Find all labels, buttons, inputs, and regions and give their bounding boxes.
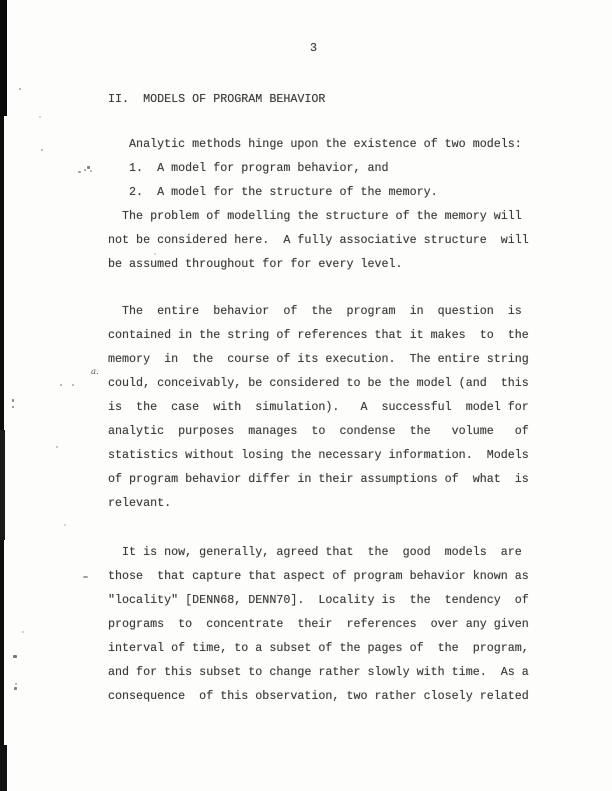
toner-speck xyxy=(56,446,58,448)
text-line: contained in the string of references that it makes to the xyxy=(108,328,529,342)
toner-speck xyxy=(41,149,43,151)
toner-speck xyxy=(12,406,14,408)
text-line: interval of time, to a subset of the pages of the program, xyxy=(108,641,529,655)
scan-edge-bar xyxy=(0,0,4,791)
text-line: not be considered here. A fully associative structure will xyxy=(108,233,529,247)
scan-edge-bar-top xyxy=(0,0,7,116)
toner-speck xyxy=(39,116,41,118)
text-line: could, conceivably, be considered to be the model (and this xyxy=(108,376,529,390)
text-line: The problem of modelling the structure of the memory will xyxy=(108,209,522,223)
text-line: is the case with simulation). A successful model for xyxy=(108,400,529,414)
text-line: 1. A model for program behavior, and xyxy=(108,161,389,175)
text-line: It is now, generally, agreed that the good models are xyxy=(108,545,522,559)
text-line: statistics without losing the necessary information. Models xyxy=(108,448,529,462)
text-line: programs to concentrate their references over any given xyxy=(108,617,529,631)
toner-speck xyxy=(83,576,88,578)
text-line: "locality" [DENN68, DENN70]. Locality is the tendency of xyxy=(108,593,529,607)
toner-speck xyxy=(154,253,156,255)
toner-speck xyxy=(19,88,21,90)
margin-squiggle-mark xyxy=(77,165,93,176)
text-line: consequence of this observation, two rather closely related xyxy=(108,689,529,703)
toner-speck xyxy=(64,524,66,526)
text-line: relevant. xyxy=(108,496,172,510)
toner-speck xyxy=(14,687,17,690)
text-line: those that capture that aspect of program behavior known as xyxy=(108,569,529,583)
toner-speck xyxy=(12,399,14,402)
paragraph-block xyxy=(108,132,529,276)
paragraph-block xyxy=(108,540,529,708)
text-line: and for this subset to change rather slowly with time. As a xyxy=(108,665,529,679)
toner-speck xyxy=(22,631,24,633)
toner-speck xyxy=(15,683,17,685)
text-line: The entire behavior of the program in question is xyxy=(108,304,522,318)
handwritten-annotation: a. xyxy=(91,367,99,377)
toner-speck xyxy=(13,655,17,658)
scan-edge-bar-middle xyxy=(0,430,5,540)
paragraph-block xyxy=(108,299,529,515)
text-line: 2. A model for the structure of the memory. xyxy=(108,185,438,199)
scan-edge-bar-bottom xyxy=(0,745,7,791)
toner-speck xyxy=(72,384,74,386)
section-heading: II. MODELS OF PROGRAM BEHAVIOR xyxy=(108,92,326,106)
toner-speck xyxy=(60,384,62,386)
text-line: memory in the course of its execution. The entire string xyxy=(108,352,529,366)
text-line: analytic purposes manages to condense the volume of xyxy=(108,424,529,438)
text-line: be assumed throughout for for every level. xyxy=(108,257,403,271)
text-line: Analytic methods hinge upon the existence of two models: xyxy=(108,137,522,151)
page-number: 3 xyxy=(310,41,318,55)
text-line: of program behavior differ in their assumptions of what is xyxy=(108,472,529,486)
